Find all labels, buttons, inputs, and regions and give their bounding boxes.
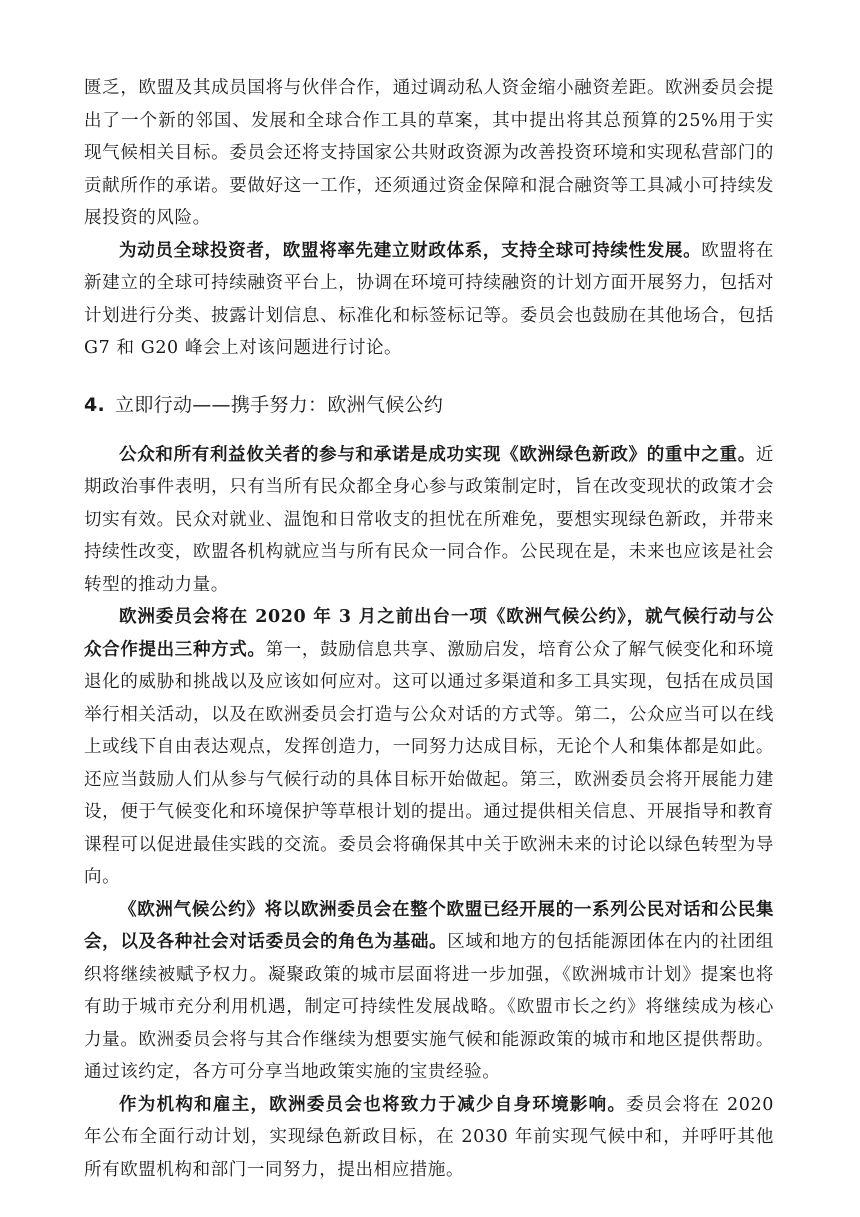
- section-heading: [84, 389, 774, 421]
- paragraph-citizen-dialogues: [84, 894, 774, 1089]
- paragraph-climate-pact: [84, 601, 774, 894]
- paragraph-global-investors: [84, 235, 774, 365]
- section-number: 4.: [84, 393, 106, 416]
- section-title: 立即行动——携手努力：欧洲气候公约: [115, 393, 444, 416]
- paragraph-text: 近期政治事件表明，只有当所有民众都全身心参与政策制定时，旨在改变现状的政策才会切实有效。民众对就业、温饱和日常收支的担忧在所难免，要想实现绿色新政，并带来持续性改变，欧盟各机构就应当与所有民众一同合作。公民现在是，未来也应该是社会转型的推动力量。: [84, 444, 774, 595]
- paragraph-commission-footprint: [84, 1089, 774, 1187]
- paragraph-lead: 《欧洲气候公约》将以欧洲委员会在整个欧盟已经开展的一系列公民对话和公民集会，以及各种社会对话委员会的角色为基础。: [84, 899, 774, 952]
- paragraph-lead: 欧洲委员会将在 2020 年 3 月之前出台一项《欧洲气候公约》，就气候行动与公众合作提出三种方式。: [84, 607, 774, 660]
- paragraph-lead: 作为机构和雇主，欧洲委员会也将致力于减少自身环境影响。: [119, 1094, 627, 1115]
- paragraph-text: 第一，鼓励信息共享、激励启发，培育公众了解气候变化和环境退化的威胁和挑战以及应该如何应对。这可以通过多渠道和多工具实现，包括在成员国举行相关活动，以及在欧洲委员会打造与公众对话的方式等。第二，公众应当可以在线上或线下自由表达观点，发挥创造力，一同努力达成目标，无论个人和集体都是如此。还应当鼓励人们从参与气候行动的具体目标开始做起。第三，欧洲委员会将开展能力建设，便于气候变化和环境保护等草根计划的提出。通过提供相关信息、开展指导和教育课程可以促进最佳实践的交流。委员会将确保其中关于欧洲未来的讨论以绿色转型为导向。: [84, 639, 774, 887]
- paragraph-continuation: [84, 72, 774, 235]
- paragraph-text: 欧盟将在新建立的全球可持续融资平台上，协调在环境可持续融资的计划方面开展努力，包括对计划进行分类、披露计划信息、标准化和标签标记等。委员会也鼓励在其他场合，包括 G7 和 G20 峰会上对该问题进行讨论。: [84, 240, 774, 358]
- document-page: [84, 72, 774, 1186]
- paragraph-lead: 公众和所有利益攸关者的参与和承诺是成功实现《欧洲绿色新政》的重中之重。: [119, 444, 756, 465]
- paragraph-lead: 为动员全球投资者，欧盟将率先建立财政体系，支持全球可持续性发展。: [119, 240, 702, 261]
- paragraph-public-participation: [84, 439, 774, 602]
- paragraph-text: 匮乏，欧盟及其成员国将与伙伴合作，通过调动私人资金缩小融资差距。欧洲委员会提出了一个新的邻国、发展和全球合作工具的草案，其中提出将其总预算的25%用于实现气候相关目标。委员会还将支持国家公共财政资源为改善投资环境和实现私营部门的贡献所作的承诺。要做好这一工作，还须通过资金保障和混合融资等工具减小可持续发展投资的风险。: [84, 78, 774, 228]
- paragraph-text: 委员会将在 2020 年公布全面行动计划，实现绿色新政目标，在 2030 年前实现气候中和，并呼吁其他所有欧盟机构和部门一同努力，提出相应措施。: [84, 1094, 774, 1180]
- paragraph-text: 区域和地方的包括能源团体在内的社团组织将继续被赋予权力。凝聚政策的城市层面将进一步加强，《欧洲城市计划》提案也将有助于城市充分利用机遇，制定可持续性发展战略。《欧盟市长之约》将继续成为核心力量。欧洲委员会将与其合作继续为想要实施气候和能源政策的城市和地区提供帮助。通过该约定，各方可分享当地政策实施的宝贵经验。: [84, 932, 774, 1082]
